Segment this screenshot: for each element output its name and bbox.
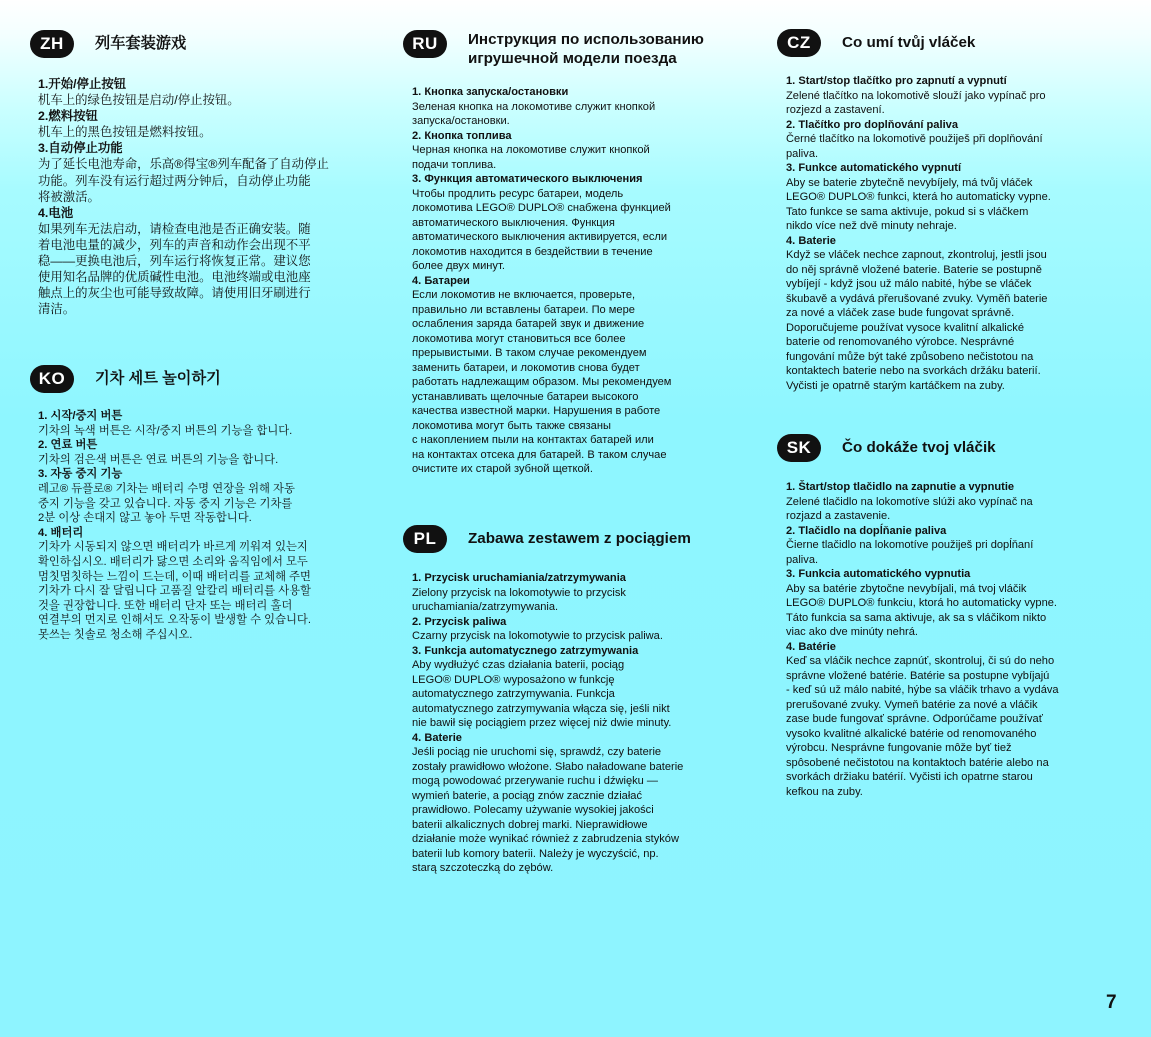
instruction-item (38, 205, 360, 318)
item-title: 2. 연료 버튼 (38, 439, 98, 452)
item-text: 레고® 듀플로® 기차는 배터리 수명 연장을 위해 자동 중지 기능을 갖고 있습니다. 자동 중지 기능은 기차를 2분 이상 손대지 않고 놓아 두면 작동합니다. (38, 482, 295, 525)
section-header (777, 29, 1117, 57)
item-text: Aby sa batérie zbytočne nevybíjali, má tvoj vláčik LEGO® DUPLO® funkciu, ktorá ho automaticky vypne. Táto funkcia sa sama aktivuje, ak sa s vláčikom nikto viac ako dve minúty nehrá. (786, 582, 1058, 638)
item-title: 1. Start/stop tlačítko pro zapnutí a vypnutí (786, 75, 1007, 87)
language-badge: PL (403, 525, 447, 553)
section-ru (403, 30, 743, 477)
section-cz (777, 29, 1117, 393)
language-badge: ZH (30, 30, 74, 58)
instruction-item (412, 274, 743, 477)
instruction-item (412, 172, 743, 274)
item-text: Чтобы продлить ресурс батареи, модель локомотива LEGO® DUPLO® снабжена функцией автоматического выключения. Функция автоматического выключения активируется, если локомотив находится в бездействии в течение более двух минут. (412, 187, 671, 272)
item-text: 机车上的绿色按钮是启动/停止按钮。 (38, 93, 240, 108)
instruction-item (38, 438, 360, 467)
item-title: 3. Funkcja automatycznego zatrzymywania (412, 644, 639, 657)
item-title: 1.开始/停止按钮 (38, 77, 127, 91)
item-title: 3.自动停止功能 (38, 141, 123, 156)
item-text: Zelené tlačidlo na lokomotíve slúži ako vypínač na rozjazd a zastavenie. (786, 495, 1033, 522)
item-title: 3. 자동 중지 기능 (38, 468, 123, 481)
item-title: 4. 배터리 (38, 526, 84, 539)
item-text: Jeśli pociąg nie uruchomi się, sprawdź, czy baterie zostały prawidłowo włożone. Słabo naładowane baterie mogą powodować przerywanie ruchu i dźwięku — wymień baterie, a pociąg znów zacznie działać prawidłowo. Polecamy używanie wysokiej jakości baterii alkalicznych dobrej marki. Nieprawidłowe działanie może wynikać również z zabrudzenia styków baterii lub komory baterii. Należy je wyczyścić, np. starą szczoteczką do zębów. (412, 746, 684, 874)
section-title: 기차 세트 놀이하기 (95, 370, 221, 387)
item-text: Aby wydłużyć czas działania baterii, pociąg LEGO® DUPLO® wyposażono w funkcję automatycznego zatrzymywania. Funkcja automatycznego zatrzymywania włącza się, jeśli nikt nie bawił się pociągiem przez więcej niż dwie minuty. (412, 659, 672, 729)
section-header (777, 434, 1122, 462)
page-number: 7 (1106, 992, 1117, 1013)
instruction-item (38, 467, 360, 525)
item-title: 3. Функция автоматического выключения (412, 173, 643, 185)
item-title: 4. Baterie (786, 234, 836, 247)
item-title: 2. Кнопка топлива (412, 129, 512, 142)
instruction-item (38, 526, 360, 643)
item-title: 2. Tlačidlo na dopĺňanie paliva (786, 524, 947, 537)
instruction-item (786, 74, 1117, 118)
section-header (403, 525, 743, 553)
section-body (786, 480, 1122, 799)
item-title: 2. Tlačítko pro doplňování paliva (786, 118, 958, 131)
item-title: 4. Батареи (412, 274, 470, 287)
instruction-item (412, 644, 743, 731)
item-title: 4.电池 (38, 205, 74, 220)
section-title: 列车套装游戏 (95, 35, 187, 52)
instruction-item (786, 234, 1117, 394)
section-header (30, 365, 360, 393)
item-title: 2. Przycisk paliwa (412, 615, 507, 628)
item-text: 기차의 녹색 버튼은 시작/중지 버튼의 기능을 합니다. (38, 424, 293, 437)
instruction-item (786, 480, 1122, 524)
section-body (786, 74, 1117, 393)
item-text: 为了延长电池寿命，乐高®得宝®列车配备了自动停止 功能。列车没有运行超过两分钟后，自动停止功能 将被激活。 (38, 157, 329, 204)
instruction-item (38, 409, 360, 438)
item-text: 机车上的黑色按钮是燃料按钮。 (38, 125, 212, 140)
item-text: Když se vláček nechce zapnout, zkontroluj, jestli jsou do něj správně vložené baterie. Baterie se postupně vybíjejí - když jsou už málo nabité, hýbe se vláček škubavě a vydává přerušované zvuky. Vyměň baterie za nové a vláček zase bude fungovat správně. Doporučujeme používat vysoce kvalitní alkalické baterie od renomovaného výrobce. Nesprávné fungování může být také způsobeno nečistotou na kontaktech baterie nebo na svorkách držáku baterií. Vyčisti je opatrně starým kartáčkem na zuby. (786, 249, 1048, 392)
item-text: Если локомотив не включается, проверьте, правильно ли вставлены батареи. По мере ослабления заряда батарей звук и движение локомотива могут становиться все более прерывистыми. В таком случае рекомендуем заменить батареи, и локомотив снова будет работать надлежащим образом. Мы рекомендуем устанавливать щелочные батареи высокого качества известной марки. Нарушения в работе локомотива могут быть также связаны с накоплением пыли на контактах батарей или на контактах отсека для батарей. В таком случае очистите их старой зубной щеткой. (412, 289, 672, 475)
item-text: Zelené tlačítko na lokomotivě slouží jako vypínač pro rozjezd a zastavení. (786, 89, 1046, 116)
language-badge: RU (403, 30, 447, 58)
language-badge: KO (30, 365, 74, 393)
instruction-item (38, 140, 360, 204)
section-body (412, 571, 743, 876)
item-text: Зеленая кнопка на локомотиве служит кнопкой запуска/остановки. (412, 100, 656, 127)
item-title: 4. Baterie (412, 731, 462, 744)
section-title: Инструкция по использованию игрушечной модели поезда (468, 31, 704, 67)
section-pl (403, 525, 743, 876)
instruction-item (412, 571, 743, 615)
section-body (38, 409, 360, 643)
language-badge: SK (777, 434, 821, 462)
item-text: Černé tlačítko na lokomotivě použiješ při doplňování paliva. (786, 133, 1043, 160)
item-title: 3. Funkce automatického vypnutí (786, 162, 962, 174)
instruction-item (786, 640, 1122, 800)
instruction-item (412, 731, 743, 876)
instruction-item (412, 85, 743, 129)
instruction-item (786, 161, 1117, 234)
item-text: 기차의 검은색 버튼은 연료 버튼의 기능을 합니다. (38, 453, 279, 466)
item-text: Czarny przycisk na lokomotywie to przycisk paliwa. (412, 630, 663, 642)
item-text: 기차가 시동되지 않으면 배터리가 바르게 끼워져 있는지 확인하십시오. 배터리가 닳으면 소리와 움직임에서 모두 멈칫멈칫하는 느낌이 드는데, 이때 배터리를 교체해 주면 기차가 다시 잘 달립니다 고품질 알칼리 배터리를 사용할 것을 권장합니다. 또한 배터리 단자 또는 배터리 홀더 연결부의 먼지로 인해서도 오작동이 발생할 수 있습니다. 못쓰는 칫솔로 청소해 주십시오. (38, 541, 311, 641)
item-text: Zielony przycisk na lokomotywie to przycisk uruchamiania/zatrzymywania. (412, 586, 626, 613)
item-title: 1. Przycisk uruchamiania/zatrzymywania (412, 572, 626, 584)
instruction-item (38, 76, 360, 108)
section-sk (777, 434, 1122, 799)
section-title: Čo dokáže tvoj vláčik (842, 439, 996, 456)
item-title: 1. 시작/중지 버튼 (38, 410, 123, 422)
item-title: 3. Funkcia automatického vypnutia (786, 568, 971, 580)
instruction-item (786, 567, 1122, 640)
instruction-item (412, 129, 743, 173)
item-text: Čierne tlačidlo na lokomotíve použiješ pri dopĺňaní paliva. (786, 539, 1034, 566)
instruction-item (412, 615, 743, 644)
item-text: Черная кнопка на локомотиве служит кнопкой подачи топлива. (412, 144, 650, 171)
instruction-item (38, 108, 360, 140)
item-title: 2.燃料按钮 (38, 109, 98, 124)
item-title: 4. Batérie (786, 640, 836, 653)
section-ko (30, 365, 360, 643)
instruction-item (786, 524, 1122, 568)
section-title: Zabawa zestawem z pociągiem (468, 530, 691, 547)
item-text: Aby se baterie zbytečně nevybíjely, má tvůj vláček LEGO® DUPLO® funkci, která ho automaticky vypne. Tato funkce se sama aktivuje, pokud si s vláčkem nikdo více než dvě minuty nehraje. (786, 176, 1051, 232)
section-body (38, 76, 360, 317)
section-header (30, 30, 360, 58)
instruction-item (786, 118, 1117, 162)
section-body (412, 85, 743, 477)
language-badge: CZ (777, 29, 821, 57)
item-text: Keď sa vláčik nechce zapnúť, skontroluj, či sú do neho správne vložené batérie. Batérie sa postupne vybíjajú - keď sú už málo nabité, hýbe sa vláčik trhavo a vydáva prerušované zvuky. Vymeň batérie za nové a vláčik zase bude fungovať správne. Odporúčame používať vysoko kvalitné alkalické batérie od renomovaného výrobcu. Nesprávne fungovanie môže byť tiež spôsobené nečistotou na kontaktoch batérie alebo na svorkách držiaku batérií. Vyčisti ich opatrne starou kefkou na zuby. (786, 655, 1059, 798)
section-zh (30, 30, 360, 317)
item-text: 如果列车无法启动，请检查电池是否正确安装。随 着电池电量的减少，列车的声音和动作会出现不平 稳——更换电池后，列车运行将恢复正常。建议您 使用知名品牌的优质碱性电池。电池终端或电池座 触点上的灰尘也可能导致故障。请使用旧牙刷进行 清洁。 (38, 221, 311, 317)
section-title: Co umí tvůj vláček (842, 34, 976, 51)
item-title: 1. Кнопка запуска/остановки (412, 86, 569, 98)
section-header (403, 30, 743, 68)
item-title: 1. Štart/stop tlačidlo na zapnutie a vypnutie (786, 481, 1015, 493)
